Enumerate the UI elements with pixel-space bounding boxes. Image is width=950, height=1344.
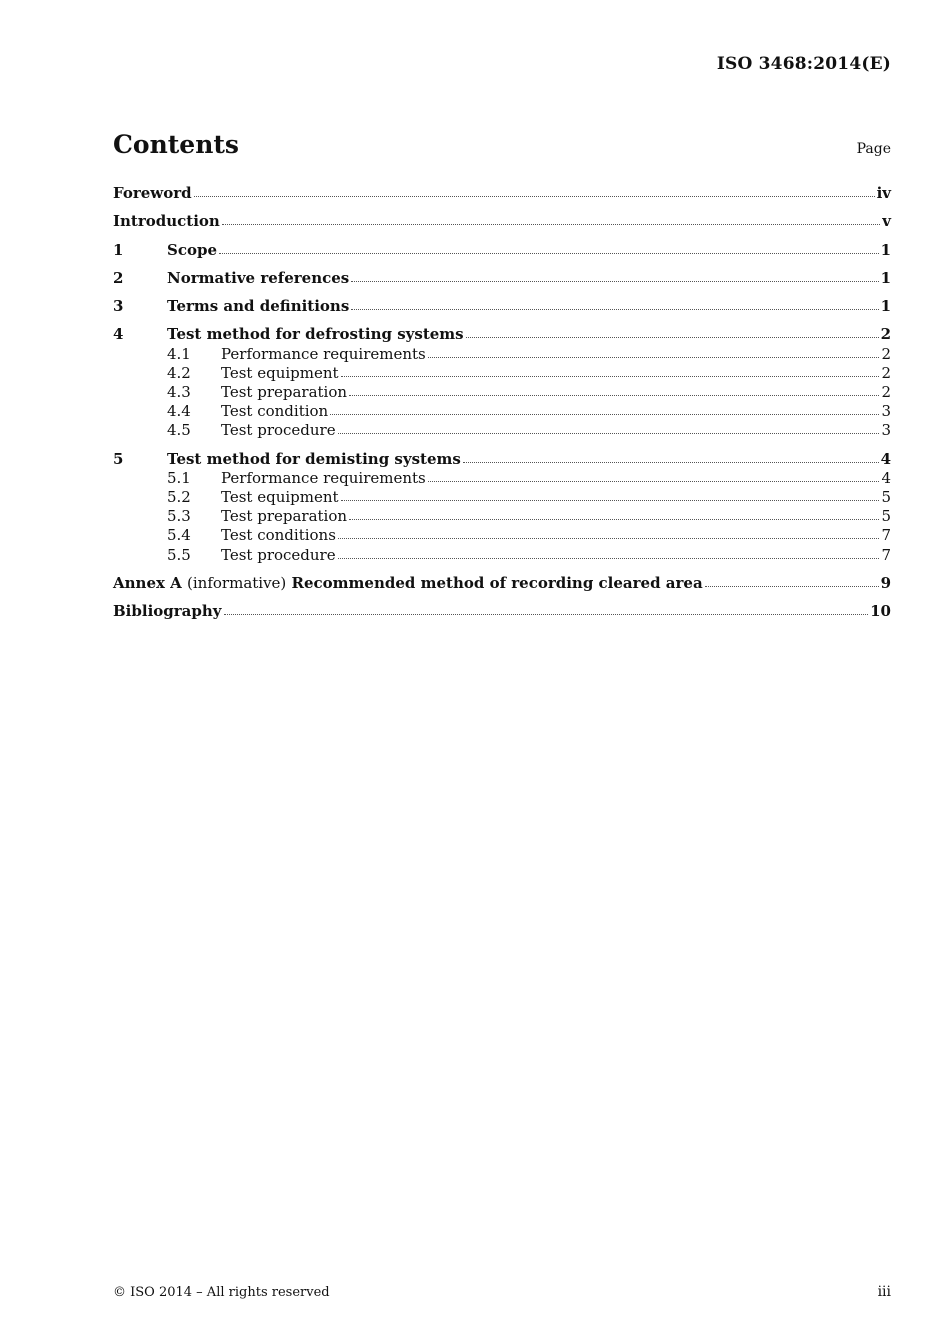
- dot-leader: [466, 333, 879, 338]
- annex-qualifier: (informative): [187, 573, 287, 592]
- toc-entry-page: 1: [880, 297, 891, 316]
- table-of-contents: [113, 184, 891, 621]
- toc-entry-page: 2: [881, 344, 891, 363]
- toc-entry-title: Bibliography: [113, 602, 222, 621]
- toc-entry-number: 5.1: [167, 468, 191, 487]
- toc-entry-title: Test procedure: [221, 545, 336, 564]
- toc-entry-page: 10: [870, 602, 891, 621]
- dot-leader: [194, 192, 875, 197]
- toc-entry-page: 5: [881, 488, 891, 507]
- dot-leader: [338, 554, 880, 559]
- toc-subentry-5-2[interactable]: [113, 488, 891, 507]
- toc-entry-normative-references[interactable]: [113, 269, 891, 288]
- toc-entry-number: 5.5: [167, 545, 191, 564]
- dot-leader: [219, 249, 879, 254]
- dot-leader: [338, 429, 880, 434]
- toc-entry-title: Test conditions: [221, 526, 336, 545]
- dot-leader: [341, 496, 880, 501]
- toc-entry-title: Normative references: [167, 268, 350, 287]
- toc-entry-bibliography[interactable]: [113, 602, 891, 621]
- toc-entry-title: Test preparation: [221, 507, 348, 526]
- dot-leader: [341, 372, 880, 377]
- toc-entry-number: 4.5: [167, 421, 191, 440]
- dot-leader: [463, 458, 879, 463]
- dot-leader: [428, 353, 880, 358]
- toc-entry-number: 3: [113, 297, 124, 316]
- dot-leader: [349, 515, 879, 520]
- toc-entry-number: 5.4: [167, 526, 191, 545]
- toc-subentry-5-4[interactable]: [113, 526, 891, 545]
- toc-entry-title: Test procedure: [221, 421, 336, 440]
- toc-entry-page: 1: [880, 268, 891, 287]
- toc-entry-title: Terms and definitions: [167, 297, 350, 316]
- toc-entry-page: 4: [881, 468, 891, 487]
- toc-entry-number: 4.2: [167, 363, 191, 382]
- annex-label: Annex A: [113, 573, 182, 592]
- toc-entry-defrosting-systems[interactable]: [113, 325, 891, 344]
- toc-entry-title: Test condition: [221, 402, 329, 421]
- dot-leader: [338, 534, 880, 539]
- toc-entry-title: Test preparation: [221, 383, 348, 402]
- page-column-label: Page: [856, 141, 891, 157]
- toc-entry-title: Foreword: [113, 184, 192, 202]
- toc-entry-page: 5: [881, 507, 891, 526]
- toc-entry-page: 2: [881, 383, 891, 402]
- toc-entry-number: 4.1: [167, 344, 191, 363]
- toc-entry-title: Scope: [167, 240, 218, 259]
- toc-entry-title: Test equipment: [221, 488, 339, 507]
- toc-entry-number: 5.3: [167, 507, 191, 526]
- toc-subentry-5-3[interactable]: [113, 507, 891, 526]
- toc-entry-introduction[interactable]: [113, 212, 891, 231]
- footer-copyright: © ISO 2014 – All rights reserved: [113, 1285, 330, 1300]
- toc-entry-title: Test method for defrosting systems: [167, 325, 464, 344]
- toc-entry-number: 4: [113, 325, 124, 344]
- toc-entry-number: 2: [113, 268, 124, 287]
- toc-subentry-4-4[interactable]: [113, 402, 891, 421]
- toc-entry-demisting-systems[interactable]: [113, 450, 891, 469]
- toc-entry-number: 5: [113, 449, 124, 468]
- toc-entry-page: 4: [880, 449, 891, 468]
- toc-entry-number: 1: [113, 240, 124, 259]
- toc-entry-page: 7: [881, 526, 891, 545]
- toc-entry-page: 3: [881, 402, 891, 421]
- toc-subentry-4-3[interactable]: [113, 383, 891, 402]
- toc-entry-scope[interactable]: [113, 241, 891, 260]
- contents-heading: Contents: [113, 130, 240, 159]
- dot-leader: [351, 305, 878, 310]
- toc-entry-title: Performance requirements: [221, 344, 426, 363]
- toc-entry-terms-and-definitions[interactable]: [113, 297, 891, 316]
- toc-entry-page: iv: [876, 184, 891, 202]
- toc-entry-foreword[interactable]: [113, 184, 891, 203]
- dot-leader: [224, 610, 869, 615]
- toc-entry-title: Test method for demisting systems: [167, 449, 461, 468]
- toc-entry-page: v: [882, 212, 891, 231]
- toc-entry-annex-a[interactable]: [113, 574, 891, 593]
- toc-entry-page: 9: [880, 573, 891, 592]
- toc-entry-page: 7: [881, 545, 891, 564]
- toc-entry-title: Introduction: [113, 212, 220, 231]
- toc-entry-number: 5.2: [167, 488, 191, 507]
- toc-entry-title: Test equipment: [221, 363, 339, 382]
- toc-entry-number: 4.3: [167, 383, 191, 402]
- toc-entry-number: 4.4: [167, 402, 191, 421]
- toc-subentry-4-1[interactable]: [113, 345, 891, 364]
- dot-leader: [705, 582, 879, 587]
- dot-leader: [330, 410, 879, 415]
- toc-entry-page: 1: [880, 240, 891, 259]
- toc-subentry-4-5[interactable]: [113, 421, 891, 440]
- footer-page-number: iii: [877, 1284, 891, 1300]
- dot-leader: [428, 477, 880, 482]
- dot-leader: [222, 220, 880, 225]
- toc-subentry-4-2[interactable]: [113, 364, 891, 383]
- toc-subentry-5-1[interactable]: [113, 469, 891, 488]
- toc-entry-page: 2: [880, 325, 891, 344]
- document-id: ISO 3468:2014(E): [716, 54, 891, 74]
- dot-leader: [349, 391, 879, 396]
- toc-entry-title: Recommended method of recording cleared area: [291, 573, 703, 592]
- toc-subentry-5-5[interactable]: [113, 546, 891, 565]
- dot-leader: [351, 277, 878, 282]
- toc-entry-page: 2: [881, 363, 891, 382]
- toc-entry-title: Performance requirements: [221, 468, 426, 487]
- toc-entry-page: 3: [881, 421, 891, 440]
